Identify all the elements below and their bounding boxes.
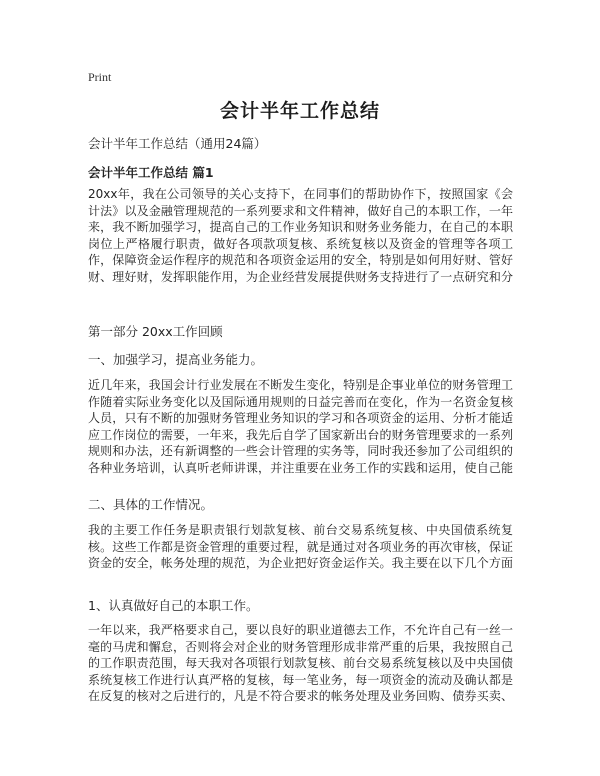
intro-paragraph: 20xx年，我在公司领导的关心支持下，在同事们的帮助协作下，按照国家《会计法》以及金融管理规范的一系列要求和文件精神，做好自己的本职工作，一年来，我不断加强学习，提高自己的工作业务知识和财务业务能力，在自己的本职岗位上严格履行职责，做好各项款项复核、系统复核以及资金的管理等各项工作，保障资金运作程序的规范和各项资金运用的安全，特别是如何用好财、管好财、理好财，发挥职能作用，为企业经营发展提供财务支持进行了一点研究和分 xyxy=(88,187,513,284)
part-heading: 第一部分 20xx工作回顾 xyxy=(88,324,223,339)
document-subtitle: 会计半年工作总结（通用24篇） xyxy=(88,136,267,151)
subheading-study: 一、加强学习，提高业务能力。 xyxy=(88,352,264,367)
subheading-work: 二、具体的工作情况。 xyxy=(88,497,214,512)
subheading-duty: 1、认真做好自己的本职工作。 xyxy=(88,598,259,613)
print-label[interactable]: Print xyxy=(88,70,112,84)
section-heading: 会计半年工作总结 篇1 xyxy=(88,165,214,180)
duty-paragraph: 一年以来，我严格要求自己，要以良好的职业道德去工作，不允许自己有一丝一毫的马虎和懈怠，否则将会对企业的财务管理形成非常严重的后果，我按照自己的工作职责范围，每天我对各项银行划款复核、前台交易系统复核以及中央国债系统复核工作进行认真严格的复核，每一笔业务，每一项资金的流动及确认都是在反复的核对之后进行的，凡是不符合要求的帐务处理及业务回购、债券买卖、 xyxy=(88,623,513,704)
study-paragraph: 近几年来，我国会计行业发展在不断发生变化，特别是企事业单位的财务管理工作随着实际业务变化以及国际通用规则的日益完善而在变化，作为一名资金复核人员，只有不断的加强财务管理业务知识的学习和各项资金的运用、分析才能适应工作岗位的需要，一年来，我先后自学了国家新出台的财务管理要求的一系列规则和办法，还有新调整的一些会计管理的实务等，同时我还参加了公司组织的各种业务培训，认真听老师讲课，并注重要在业务工作的实践和运用，使自己能 xyxy=(88,378,513,475)
document-title: 会计半年工作总结 xyxy=(219,100,380,122)
work-paragraph: 我的主要工作任务是职责银行划款复核、前台交易系统复核、中央国债系统复核。这些工作都是资金管理的重要过程，就是通过对各项业务的再次审核，保证资金的安全，帐务处理的规范，为企业把好资金运作关。我主要在以下几个方面 xyxy=(88,523,513,571)
